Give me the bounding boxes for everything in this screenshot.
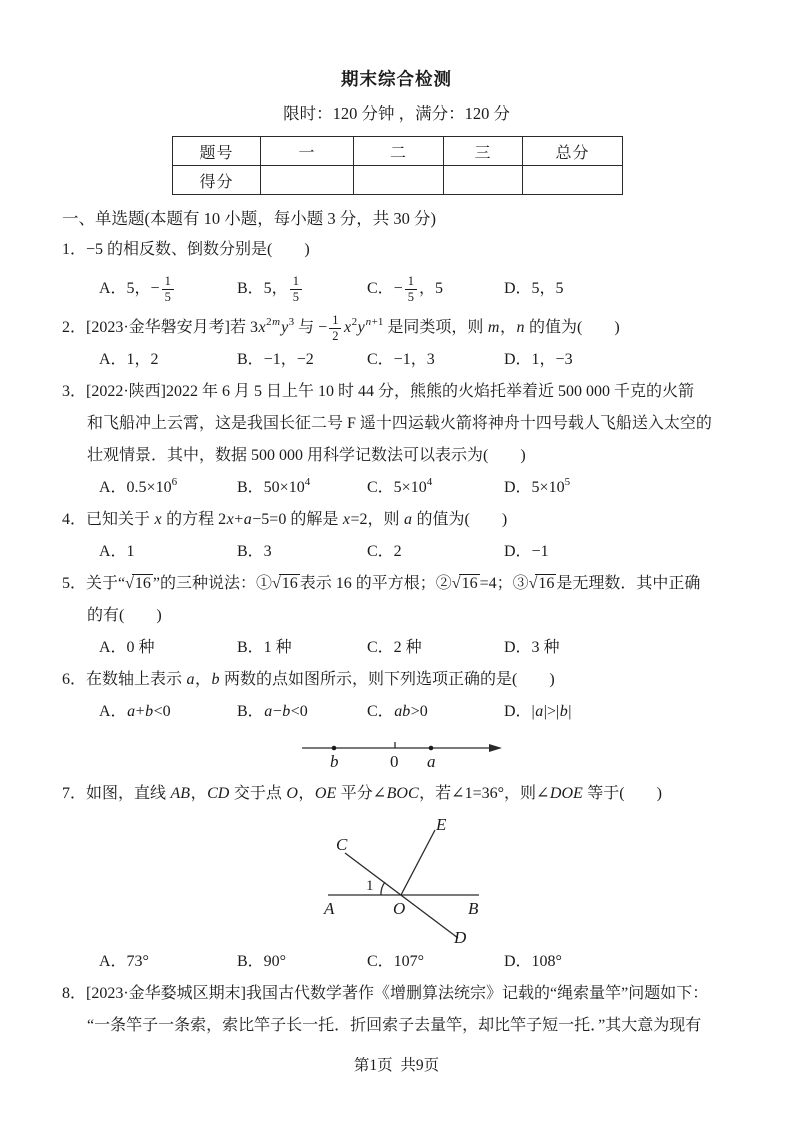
question-4-text: 4．已知关于 x 的方程 2x+a−5=0 的解是 x=2，则 a 的值为( ): [62, 511, 508, 528]
question-6-text: 6．在数轴上表示 a，b 两数的点如图所示，则下列选项正确的是( ): [62, 671, 555, 688]
option-a: A．$0.5\times 10^6$: [99, 475, 178, 496]
question-7-text: 7．如图，直线 AB，CD 交于点 O，OE 平分∠BOC，若∠1=36°，则∠DOE 等于( ): [62, 785, 662, 802]
question-7: [62, 778, 731, 978]
option-d: D．−1: [504, 543, 549, 560]
score-blank-cell: [523, 166, 623, 195]
arrow-head-icon: [489, 744, 502, 752]
question-8-line-1: 8．[2023·金华婺城区期末]我国古代数学著作《增删算法统宗》记载的“绳索量竿”问题如下：: [62, 985, 709, 1002]
label-a: A: [324, 899, 335, 918]
question-1-text: 1．−5 的相反数、倒数分别是( ): [62, 241, 310, 258]
option-c: C．ab>0: [367, 703, 428, 720]
point-b-dot: [332, 746, 337, 751]
label-angle-1: 1: [366, 878, 374, 894]
option-a: A．1: [99, 543, 135, 560]
option-b: B．a−b<0: [237, 703, 308, 720]
option-b: B．90°: [237, 953, 287, 970]
question-2-options: [62, 344, 731, 376]
score-table-score-row: [173, 166, 623, 195]
question-4-options: [62, 536, 731, 568]
question-3-line-1: 3．[2022·陕西]2022 年 6 月 5 日上午 10 时 44 分，熊熊的火焰托举着近 500 000 千克的火箭: [62, 383, 694, 400]
question-5-line-2: 的有( ): [87, 607, 162, 624]
label-zero: 0: [390, 752, 399, 771]
option-d: D．5，5: [504, 280, 564, 297]
option-b: B．3: [237, 543, 272, 560]
question-3-options: [62, 472, 731, 504]
option-d: D．1，−3: [504, 351, 573, 368]
option-d: D．108°: [504, 953, 562, 970]
option-c: C．− $\frac{1}{5}$ ，5: [367, 274, 443, 304]
label-b: b: [330, 752, 339, 771]
score-table-cell-two: 二: [354, 137, 444, 166]
page-title: 期末综合检测: [341, 69, 452, 89]
label-b: B: [468, 899, 479, 918]
label-a: a: [427, 752, 436, 771]
option-a: A．5，− $\frac{1}{5}$: [99, 273, 237, 305]
question-8: [62, 978, 731, 1042]
question-6-options: [62, 696, 731, 728]
option-c: C．107°: [367, 953, 425, 970]
option-a: A．73°: [99, 953, 149, 970]
angle-figure: [314, 812, 544, 946]
question-4: [62, 504, 731, 568]
score-table-cell-one: 一: [261, 137, 354, 166]
option-a: A．a+b<0: [99, 703, 171, 720]
option-a: A．0 种: [99, 639, 155, 656]
angle-1-arc: [381, 882, 385, 895]
option-d: D．$5\times 10^5$: [504, 475, 571, 496]
option-c: C．$5\times 10^4$: [367, 475, 433, 496]
question-1: [62, 234, 731, 312]
question-3-line-3: 壮观情景．其中，数据 500 000 用科学记数法可以表示为( ): [87, 447, 526, 464]
score-table-cell-total: 总分: [523, 137, 623, 166]
exam-limits: 限时：120 分钟 ，满分：120 分: [283, 104, 510, 123]
option-d: D．3 种: [504, 639, 560, 656]
label-d: D: [454, 928, 467, 946]
ray-oe: [401, 830, 435, 895]
question-5-line-1: 5．关于“√16 ”的三种说法：①√16 表示 16 的平方根；②√16 =4；③√16 是无理数．其中正确: [62, 575, 701, 592]
label-e: E: [436, 815, 447, 834]
option-b: B．1 种: [237, 639, 292, 656]
option-c: C．2 种: [367, 639, 422, 656]
score-table-cell-three: 三: [444, 137, 523, 166]
score-blank-cell: [444, 166, 523, 195]
question-2: [62, 312, 731, 376]
score-row-label: 得分: [173, 166, 261, 195]
number-line-figure: [300, 734, 505, 776]
point-a-dot: [429, 746, 434, 751]
question-7-options: [62, 946, 731, 978]
option-c: C．2: [367, 543, 402, 560]
score-blank-cell: [354, 166, 444, 195]
question-6: [62, 664, 731, 776]
score-table-cell-label: 题号: [173, 137, 261, 166]
option-b: B．−1，−2: [237, 351, 314, 368]
score-table-header-row: [173, 137, 623, 166]
option-b: B．5， $\frac{1}{5}$: [237, 273, 367, 305]
label-o: O: [393, 899, 406, 918]
question-5: [62, 568, 731, 664]
question-3-line-2: 和飞船冲上云霄，这是我国长征二号 F 遥十四运载火箭将神舟十四号载人飞船送入太空的: [87, 415, 712, 432]
page-number: 第1页 共9页: [353, 1057, 440, 1074]
option-d: D．|a|>|b|: [504, 703, 572, 720]
section-heading: 一、单选题(本题有 10 小题，每小题 3 分，共 30 分): [62, 209, 436, 228]
question-1-options: [62, 266, 731, 312]
question-3: [62, 376, 731, 504]
score-table: [172, 136, 623, 195]
question-8-line-2: “一条竿子一条索，索比竿子长一托．折回索子去量竿，却比竿子短一托．”其大意为现有: [87, 1017, 702, 1034]
question-5-options: [62, 632, 731, 664]
label-c: C: [336, 835, 348, 854]
option-a: A．1，2: [99, 351, 159, 368]
option-b: B．$50\times 10^4$: [237, 475, 311, 496]
score-blank-cell: [261, 166, 354, 195]
question-2-text: 2．[2023·金华磐安月考]若 $3x^{2m}y^3$ 与 − $\frac{1}{2}$ $x^2y^{n+1}$ 是同类项，则 m，n 的值为( ): [62, 313, 620, 343]
option-c: C．−1，3: [367, 351, 435, 368]
